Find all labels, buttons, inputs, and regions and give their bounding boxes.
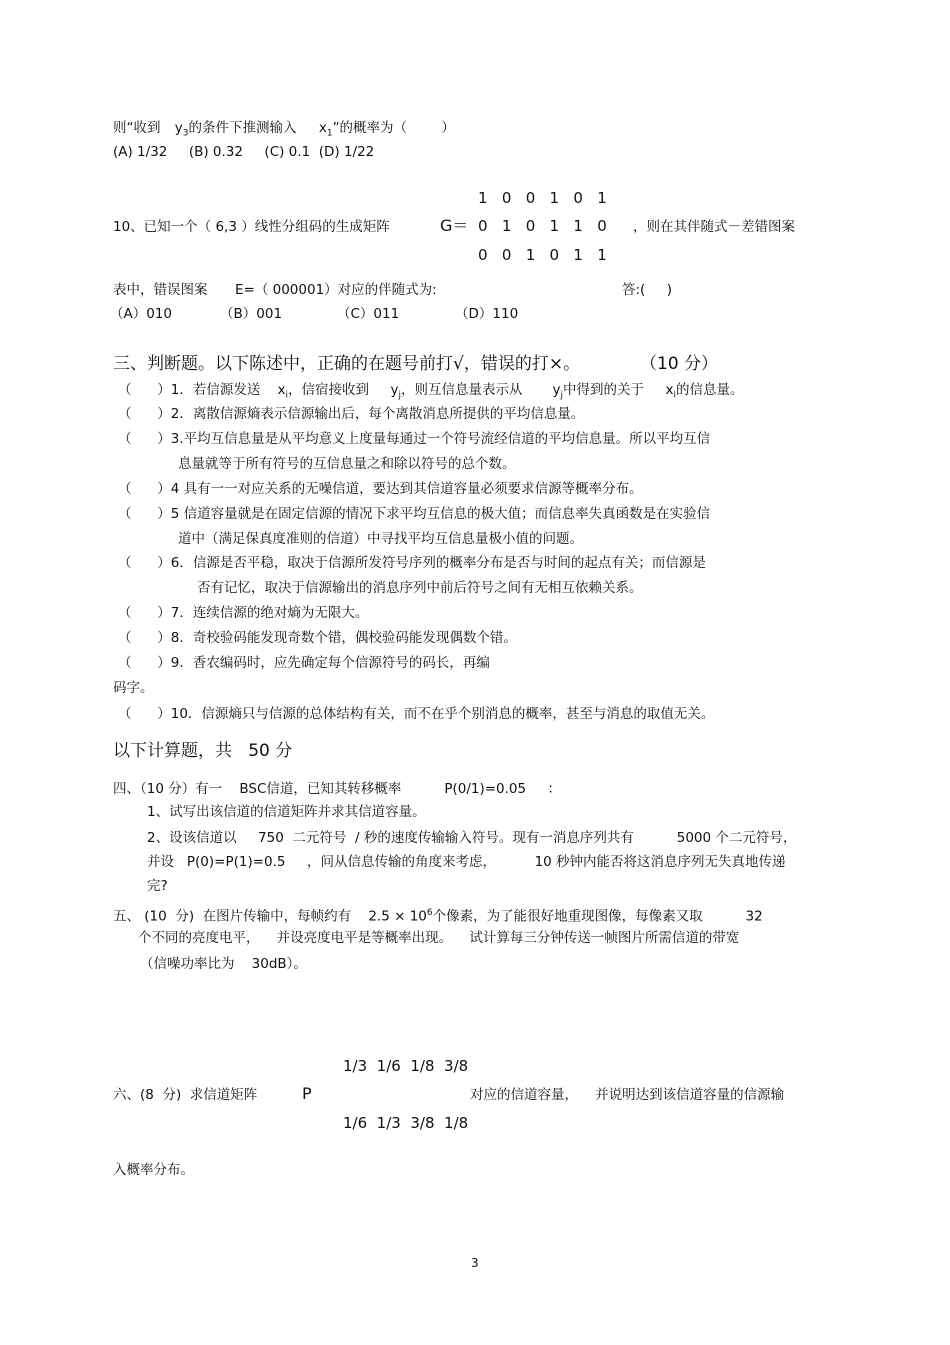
tf-item-5-cont: 道中（满足保真度准则的信道）中寻找平均互信息量极小值的问题。 (178, 531, 583, 547)
tf-item-9: （ ）9．香农编码时，应先确定每个信源符号的码长，再编 (118, 655, 490, 671)
q10-matrix-row-3: 0 0 1 0 1 1 (478, 246, 607, 264)
q9-y: $y_3$ (174, 120, 189, 139)
q10-option-d: （D）110 (455, 306, 519, 322)
tf-item-1: （ ）1．若信源发送 $x_i$，信宿接收到 $y_j$，则互信息量表示从 $y_j$中得到的关于 $x_i$的信息量。 (118, 382, 744, 401)
q9-text-c: ”的概率为（ (332, 120, 408, 136)
tf-item-3: （ ）3.平均互信息量是从平均意义上度量每通过一个符号流经信道的平均信息量。所以平均互信 (118, 431, 711, 447)
tf-item-6-cont: 否有记忆，取决于信源输出的消息序列中前后符号之间有无相互依赖关系。 (197, 580, 643, 596)
q9-options: (A) 1/32 (B) 0.32 (C) 0.1 (D) 1/22 (113, 144, 375, 160)
q6-matrix-row-2: 1/6 1/3 3/8 1/8 (343, 1114, 469, 1132)
q10-text-b: ，则在其伴随式－差错图案 (633, 219, 795, 235)
tf-item-10: （ ）10．信源熵只与信源的总体结构有关，而不在乎个别消息的概率，甚至与消息的取值无关。 (118, 706, 715, 722)
q10-option-a: （A）010 (110, 306, 173, 322)
tf-item-5: （ ）5 信道容量就是在固定信源的情况下求平均互信息的极大值；而信息率失真函数是在实验信 (118, 506, 711, 522)
q4-sub2-line3: 完? (147, 878, 168, 894)
q10-text-d: E=（ 000001）对应的伴随式为: (235, 282, 437, 298)
q5-line1: 五、 (10 分) 在图片传输中，每帧约有 $2.5 \times 10^6$个像素，为了能很好地重现图像，每像素又取 32 (113, 908, 763, 925)
q9-question-line (113, 119, 455, 143)
q5-line2: 个不同的亮度电平， 并设亮度电平是等概率出现。 试计算每三分钟传送一帧图片所需信道的带宽 (138, 930, 740, 946)
q4-sub2-line2: 并设 P(0)=P(1)=0.5 ，问从信息传输的角度来考虑， 10 秒钟内能否将这消息序列无失真地传递 (147, 854, 786, 870)
q10-option-c: （C）011 (337, 306, 400, 322)
q10-g-label: G＝ (440, 216, 469, 235)
tf-item-8: （ ）8．奇校验码能发现奇数个错，偶校验码能发现偶数个错。 (118, 630, 517, 646)
q4-title: 四、（10 分）有一 BSC信道，已知其转移概率 P(0/1)=0.05 ： (113, 781, 562, 797)
calc-header: 以下计算题，共 50 分 (113, 741, 293, 761)
q9-x: $x_1$ (318, 120, 333, 139)
q10-option-b: （B）001 (220, 306, 283, 322)
q9-text-a: 则“收到 (113, 120, 161, 136)
tf-item-9-cont: 码字。 (113, 680, 154, 696)
q6-p-label: P (302, 1084, 312, 1103)
q6-matrix-row-1: 1/3 1/6 1/8 3/8 (343, 1057, 469, 1075)
q10-matrix-row-2: 0 1 0 1 1 0 (478, 217, 607, 235)
q9-text-b: 的条件下推测输入 (188, 120, 297, 136)
q10-answer: 答:( ) (622, 282, 673, 298)
section3-title: 三、判断题。以下陈述中，正确的在题号前打√，错误的打×。 (113, 354, 581, 374)
q4-sub2-line1: 2、设该信道以 750 二元符号 / 秒的速度传输输入符号。现有一消息序列共有 5000 个二元符号， (147, 830, 797, 846)
q5-line3: （信噪功率比为 30dB）。 (140, 956, 307, 972)
q4-sub1: 1、试写出该信道的信道矩阵并求其信道容量。 (147, 804, 426, 820)
q10-matrix-row-1: 1 0 0 1 0 1 (478, 189, 607, 207)
q10-text-a: 10、已知一个（ 6,3 ）线性分组码的生成矩阵 (113, 219, 390, 235)
section3-score: （10 分） (640, 354, 719, 374)
q6-text-b: 对应的信道容量， 并说明达到该信道容量的信源输 (470, 1087, 785, 1103)
tf-item-6: （ ）6．信源是否平稳，取决于信源所发符号序列的概率分布是否与时间的起点有关；而信源是 (118, 555, 706, 571)
tf-item-7: （ ）7．连续信源的绝对熵为无限大。 (118, 605, 369, 621)
q10-text-c: 表中，错误图案 (113, 282, 208, 298)
q9-text-d: ） (441, 120, 455, 136)
page-number: 3 (471, 1256, 479, 1270)
tf-item-2: （ ）2．离散信源熵表示信源输出后，每个离散消息所提供的平均信息量。 (118, 406, 585, 422)
tf-item-3-cont: 息量就等于所有符号的互信息量之和除以符号的总个数。 (178, 456, 516, 472)
tf-item-4: （ ）4 具有一一对应关系的无噪信道，要达到其信道容量必须要求信源等概率分布。 (118, 481, 643, 497)
q6-text-a: 六、(8 分) 求信道矩阵 (113, 1087, 258, 1103)
q6-text-c: 入概率分布。 (113, 1162, 194, 1178)
